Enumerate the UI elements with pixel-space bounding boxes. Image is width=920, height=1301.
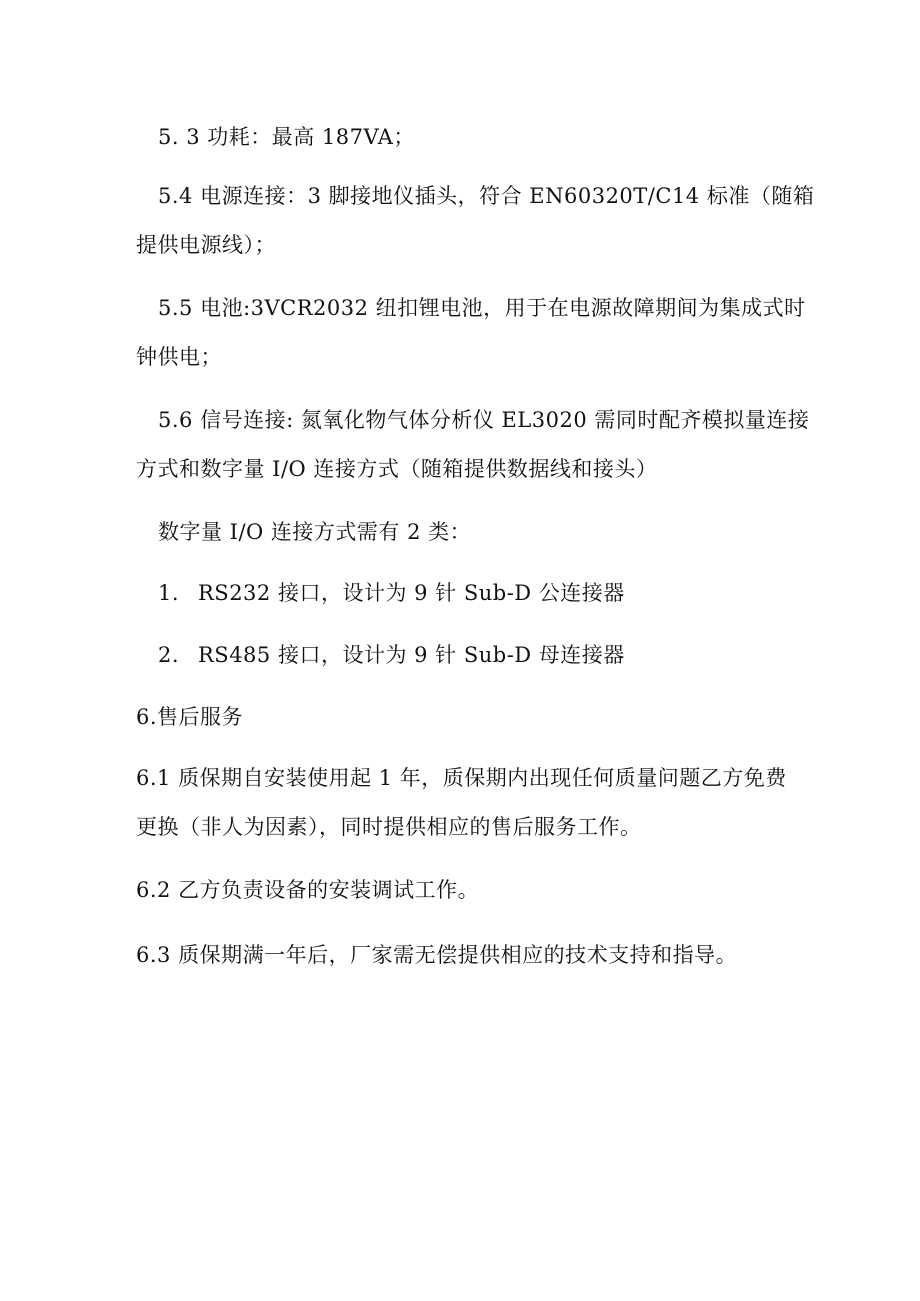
para-5-6-line-1: 5.6 信号连接: 氮氧化物气体分析仪 EL3020 需同时配齐模拟量连接 [158, 408, 810, 432]
list-item-number: 2. [158, 643, 180, 667]
para-6-3: 6.3 质保期满一年后，厂家需无偿提供相应的技术支持和指导。 [136, 943, 738, 967]
para-6-1-line-2: 更换（非人为因素），同时提供相应的售后服务工作。 [136, 815, 642, 839]
para-5-5-line-1: 5.5 电池:3VCR2032 纽扣锂电池，用于在电源故障期间为集成式时 [158, 296, 806, 320]
list-item [158, 641, 625, 669]
section-heading-6: 6.售后服务 [136, 705, 244, 729]
para-6-2: 6.2 乙方负责设备的安装调试工作。 [136, 878, 480, 902]
para-5-5-line-2: 钟供电； [136, 345, 222, 369]
para-5-3-line-1: 5. 3 功耗：最高 187VA； [158, 125, 415, 149]
list-item-number: 1. [158, 581, 180, 605]
para-5-4-line-2: 提供电源线）； [136, 233, 276, 257]
list-item-text: RS485 接口，设计为 9 针 Sub-D 母连接器 [198, 643, 625, 667]
para-5-6-line-2: 方式和数字量 I/O 连接方式（随箱提供数据线和接头） [136, 457, 658, 481]
list-item-text: RS232 接口，设计为 9 针 Sub-D 公连接器 [198, 581, 625, 605]
para-digital-io: 数字量 I/O 连接方式需有 2 类： [158, 520, 472, 544]
para-5-4-line-1: 5.4 电源连接：3 脚接地仪插头，符合 EN60320T/C14 标准（随箱 [158, 184, 815, 208]
para-6-1-line-1: 6.1 质保期自安装使用起 1 年，质保期内出现任何质量问题乙方免费 [136, 766, 787, 790]
list-item [158, 579, 625, 607]
